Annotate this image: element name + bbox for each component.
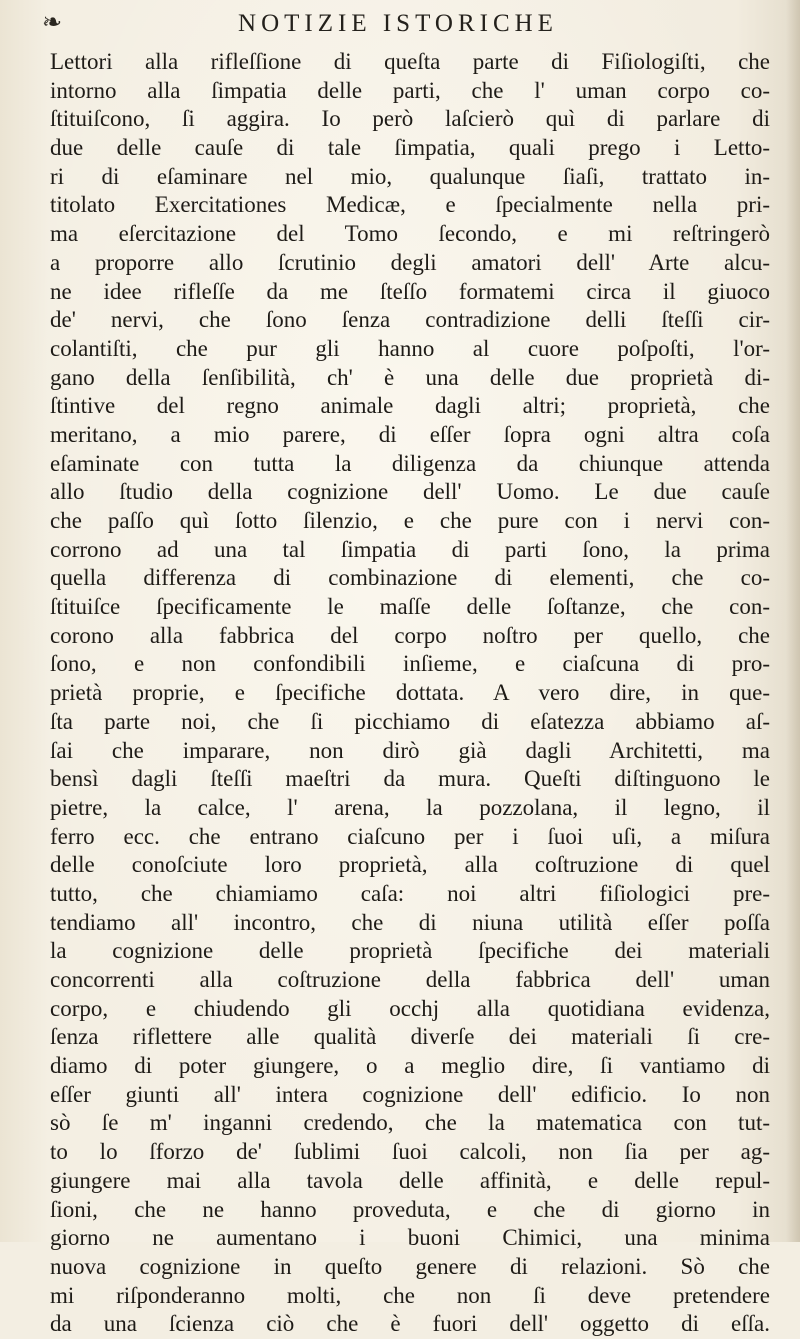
- text-line: meritano, a mio parere, di eſſer ſopra ogni altra coſa: [50, 421, 770, 447]
- text-line: ſioni, che ne hanno proveduta, e che di giorno in: [50, 1196, 770, 1222]
- text-line: corrono ad una tal ſimpatia di parti ſono, la prima: [50, 536, 770, 562]
- text-line: gano della ſenſibilità, ch' è una delle due proprietà di-: [50, 364, 770, 390]
- text-line: ſtituiſcono, ſi aggira. Io però laſcierò quì di parlare di: [50, 106, 770, 132]
- text-line: eſſer giunti all' intera cognizione dell' edificio. Io non: [50, 1081, 770, 1107]
- text-line: diamo di poter giungere, o a meglio dire, ſi vantiamo di: [50, 1053, 770, 1079]
- text-line: delle conoſciute loro proprietà, alla coſtruzione di quel: [50, 852, 770, 878]
- text-line: ne idee rifleſſe da me ſteſſo formatemi circa il giuoco: [50, 278, 770, 304]
- text-line: allo ſtudio della cognizione dell' Uomo. Le due cauſe: [50, 479, 770, 505]
- text-line: bensì dagli ſteſſi maeſtri da mura. Queſti diſtinguono le: [50, 766, 770, 792]
- text-line: concorrenti alla coſtruzione della fabbrica dell' uman: [50, 967, 770, 992]
- text-line: prietà proprie, e ſpecifiche dottata. A vero dire, in que-: [50, 680, 770, 706]
- text-line: due delle cauſe di tale ſimpatia, quali prego i Letto-: [50, 135, 770, 161]
- fleuron-ornament-icon: ❧: [42, 8, 63, 36]
- text-line: ma eſercitazione del Tomo ſecondo, e mi reſtringerò: [50, 221, 770, 247]
- text-line: tutto, che chiamiamo caſa: noi altri fiſiologici pre-: [50, 880, 770, 906]
- text-line: mi riſponderanno molti, che non ſi deve pretendere: [50, 1282, 770, 1308]
- text-line: che paſſo quì ſotto ſilenzio, e che pure con i nervi con-: [50, 508, 770, 533]
- text-line: sò ſe m' inganni credendo, che la matematica con tut-: [50, 1110, 770, 1136]
- text-line: to lo ſforzo de' ſublimi ſuoi calcoli, non ſia per ag-: [50, 1139, 770, 1165]
- text-line: ſtintive del regno animale dagli altri; proprietà, che: [50, 393, 770, 419]
- text-line: eſaminate con tutta la diligenza da chiunque attenda: [50, 450, 770, 476]
- text-line: intorno alla ſimpatia delle parti, che l' uman corpo co-: [50, 77, 770, 103]
- text-line: ſtituiſce ſpecificamente le maſſe delle ſoſtanze, che con-: [50, 594, 770, 620]
- text-line: quella differenza di combinazione di elementi, che co-: [50, 565, 770, 591]
- text-line: la cognizione delle proprietà ſpecifiche dei materiali: [50, 938, 770, 964]
- page-edge-shadow: [786, 0, 800, 1242]
- text-line: a proporre allo ſcrutinio degli amatori dell' Arte alcu-: [50, 249, 770, 275]
- text-line: corono alla fabbrica del corpo noſtro per quello, che: [50, 622, 770, 648]
- text-line: pietre, la calce, l' arena, la pozzolana, il legno, il: [50, 794, 770, 820]
- text-line: de' nervi, che ſono ſenza contradizione delli ſteſſi cir-: [50, 307, 770, 333]
- text-line: colantiſti, che pur gli hanno al cuore poſpoſti, l'or-: [50, 335, 770, 361]
- body-text: [50, 48, 770, 1339]
- page-header: [38, 4, 758, 44]
- text-line: giungere mai alla tavola delle affinità, e delle repul-: [50, 1167, 770, 1193]
- text-line: ri di eſaminare nel mio, qualunque ſiaſi, trattato in-: [50, 163, 770, 189]
- running-head: NOTIZIE ISTORICHE: [238, 10, 558, 37]
- text-line: ſai che imparare, non dirò già dagli Architetti, ma: [50, 737, 770, 763]
- text-line: ſenza riflettere alle qualità diverſe dei materiali ſi cre-: [50, 1024, 770, 1050]
- text-line: corpo, e chiudendo gli occhj alla quotidiana evidenza,: [50, 995, 770, 1021]
- text-line: giorno ne aumentano i buoni Chimici, una minima: [50, 1225, 770, 1251]
- text-line: ſono, e non confondibili inſieme, e ciaſcuna di pro-: [50, 651, 770, 677]
- text-line: ſta parte noi, che ſi picchiamo di eſatezza abbiamo aſ-: [50, 708, 770, 734]
- text-line-last: da una ſcienza ciò che è fuori dell' oggetto di eſſa.: [50, 1311, 770, 1337]
- text-line: titolato Exercitationes Medicæ, e ſpecialmente nella pri-: [50, 192, 770, 218]
- text-line: nuova cognizione in queſto genere di relazioni. Sò che: [50, 1253, 770, 1279]
- text-line: tendiamo all' incontro, che di niuna utilità eſſer poſſa: [50, 909, 770, 935]
- text-line: ferro ecc. che entrano ciaſcuno per i ſuoi uſi, a miſura: [50, 823, 770, 849]
- text-line: Lettori alla rifleſſione di queſta parte di Fiſiologiſti, che: [50, 49, 770, 74]
